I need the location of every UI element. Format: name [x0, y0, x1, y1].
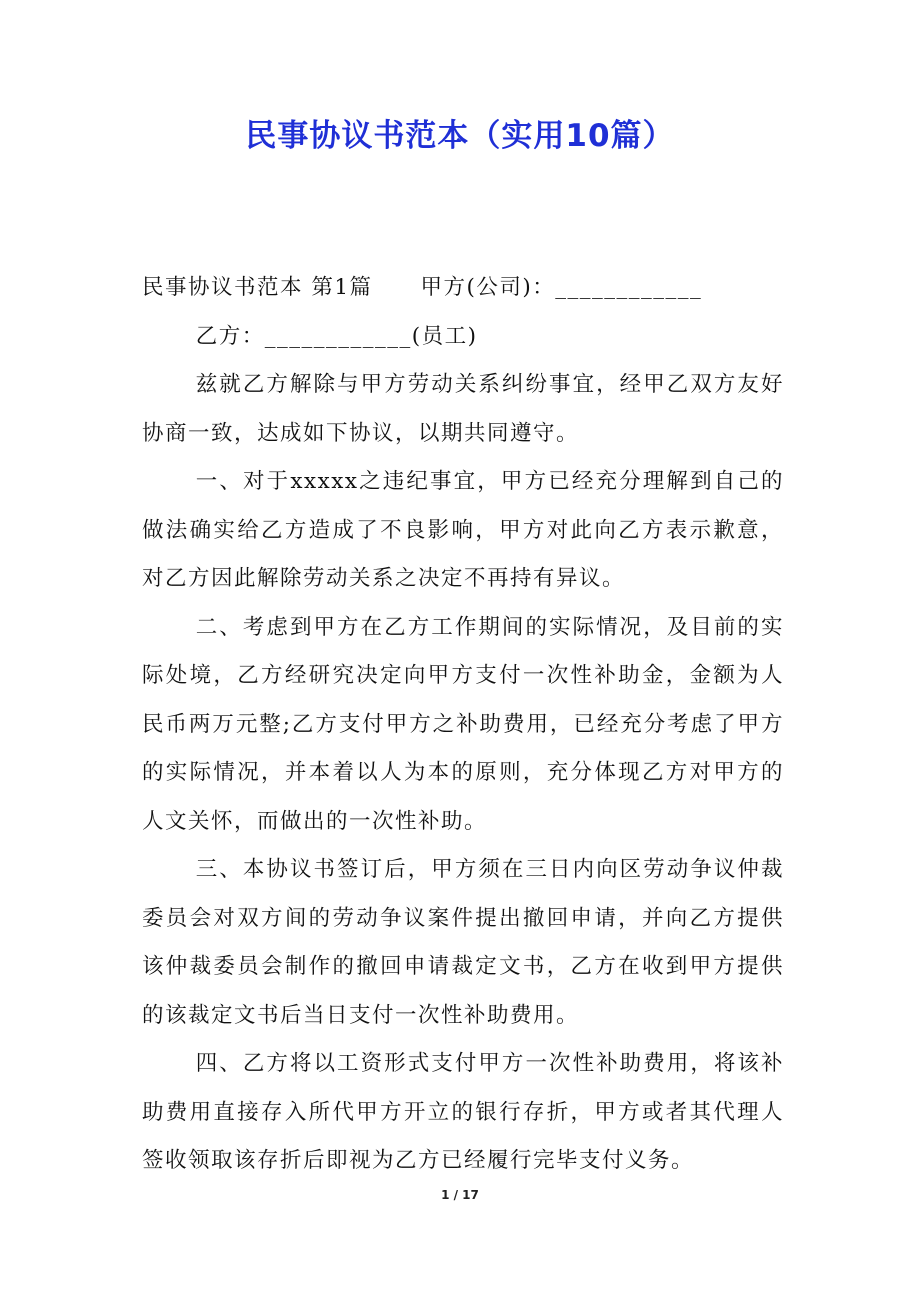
page-number: 1 / 17 [441, 1188, 479, 1202]
paragraph-clause-1: 一、对于xxxxx之违纪事宜，甲方已经充分理解到自己的做法确实给乙方造成了不良影响，甲方对此向乙方表示歉意，对乙方因此解除劳动关系之决定不再持有异议。 [142, 469, 784, 591]
paragraph-clause-2: 二、考虑到甲方在乙方工作期间的实际情况，及目前的实际处境，乙方经研究决定向甲方支付一次性补助金，金额为人民币两万元整;乙方支付甲方之补助费用，已经充分考虑了甲方的实际情况，并本着以人为本的原则，充分体现乙方对甲方的人文关怀，而做出的一次性补助。 [142, 614, 784, 834]
chapter-heading: 民事协议书范本 第1篇 [142, 275, 373, 300]
paragraph-clause-3: 三、本协议书签订后，甲方须在三日内向区劳动争议仲裁委员会对双方间的劳动争议案件提出撤回申请，并向乙方提供该仲裁委员会制作的撤回申请裁定文书，乙方在收到甲方提供的该裁定文书后当日支付一次性补助费用。 [142, 857, 784, 1028]
paragraph-preamble: 兹就乙方解除与甲方劳动关系纠纷事宜，经甲乙双方友好协商一致，达成如下协议，以期共同遵守。 [142, 372, 784, 446]
document-body [142, 264, 784, 1186]
document-title: 民事协议书范本（实用10篇） [245, 118, 675, 154]
first-line [142, 264, 784, 313]
party-a-line: 甲方(公司)：____________ [420, 275, 703, 300]
paragraph-clause-4: 四、乙方将以工资形式支付甲方一次性补助费用，将该补助费用直接存入所代甲方开立的银行存折，甲方或者其代理人签收领取该存折后即视为乙方已经履行完毕支付义务。 [142, 1051, 784, 1173]
party-b-line: 乙方：____________(员工) [195, 323, 478, 349]
